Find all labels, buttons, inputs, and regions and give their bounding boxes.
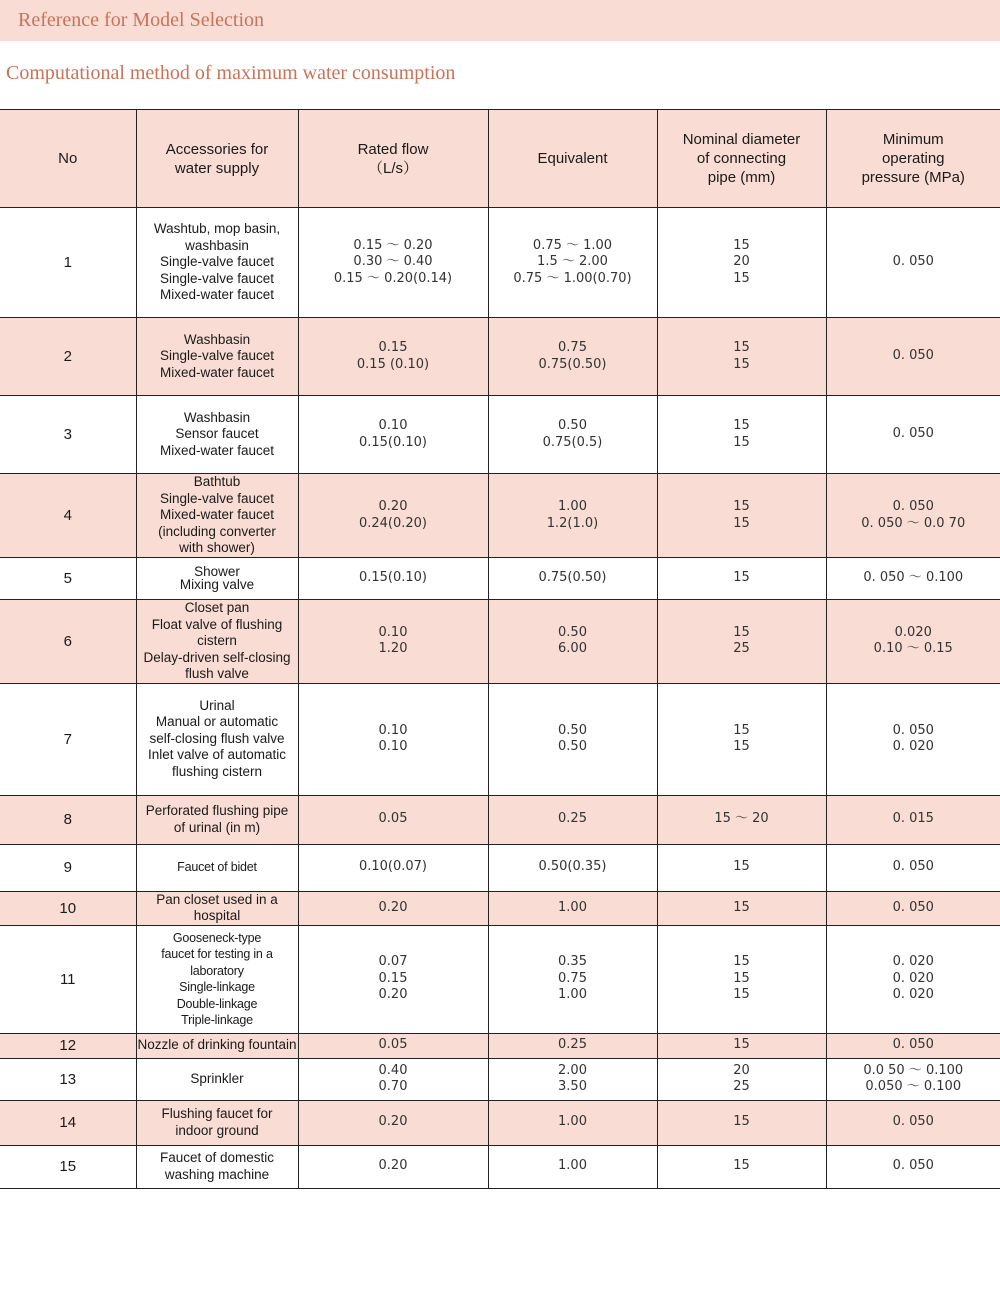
row-number: 8 bbox=[0, 795, 136, 844]
equivalent-line: 1.00 bbox=[558, 899, 587, 915]
accessory-line: Bathtub bbox=[193, 474, 241, 490]
accessory-cell bbox=[136, 1100, 298, 1145]
diameter-line: 15 bbox=[733, 722, 750, 738]
header-accessories bbox=[136, 110, 298, 208]
row-number: 7 bbox=[0, 683, 136, 795]
equivalent-cell bbox=[488, 683, 657, 795]
flow-line: 0.20 bbox=[378, 1114, 408, 1130]
diameter-cell bbox=[657, 208, 826, 318]
diameter-line: 15 bbox=[733, 237, 750, 253]
accessory-cell bbox=[136, 1058, 298, 1100]
flow-line: 0.30 ～ 0.40 bbox=[353, 254, 433, 270]
flow-line: 0.20 bbox=[378, 987, 408, 1003]
accessory-line: Triple-linkage bbox=[181, 1013, 253, 1027]
rated-flow-cell bbox=[298, 1058, 488, 1100]
diameter-line: 15 ～ 20 bbox=[714, 811, 769, 827]
pressure-line: 0. 020 bbox=[892, 739, 934, 754]
accessory-cell bbox=[136, 683, 298, 795]
flow-line: 1.20 bbox=[378, 641, 408, 657]
diameter-line: 15 bbox=[733, 418, 750, 433]
section-title: Computational method of maximum water consumption bbox=[6, 62, 456, 84]
equivalent-line: 0.50 bbox=[558, 624, 587, 640]
diameter-line: 15 bbox=[733, 434, 750, 450]
equivalent-cell bbox=[488, 1058, 657, 1100]
equivalent-cell bbox=[488, 600, 657, 684]
pressure-line: 0. 020 bbox=[892, 970, 934, 986]
accessory-cell bbox=[136, 208, 298, 318]
diameter-line: 15 bbox=[733, 859, 750, 875]
diameter-cell bbox=[657, 318, 826, 396]
pressure-cell bbox=[826, 318, 1000, 396]
equivalent-line: 0.35 bbox=[558, 954, 587, 970]
accessory-line: Perforated flushing pipe bbox=[145, 803, 289, 818]
rated-flow-cell bbox=[298, 1033, 488, 1058]
diameter-cell bbox=[657, 1100, 826, 1145]
equivalent-cell bbox=[488, 844, 657, 891]
diameter-cell bbox=[657, 1058, 826, 1100]
flow-line: 0.24(0.20) bbox=[358, 515, 428, 531]
header-line: pipe (mm) bbox=[707, 169, 776, 186]
diameter-line: 25 bbox=[733, 641, 750, 657]
header-no bbox=[0, 110, 136, 208]
flow-line: 0.15 (0.10) bbox=[356, 356, 430, 372]
header-line: Minimum bbox=[882, 131, 944, 148]
pressure-line: 0.10 ～ 0.15 bbox=[873, 641, 953, 657]
diameter-line: 20 bbox=[733, 254, 750, 270]
accessory-line: (including converter bbox=[158, 523, 276, 539]
header-line: No bbox=[58, 150, 78, 167]
pressure-line: 0. 050 bbox=[892, 722, 934, 738]
accessory-line: Washtub, mop basin, bbox=[153, 221, 281, 237]
table-row bbox=[0, 318, 1000, 396]
header-line: （L/s） bbox=[367, 159, 418, 177]
accessory-cell bbox=[136, 1145, 298, 1188]
equivalent-cell bbox=[488, 795, 657, 844]
rated-flow-cell bbox=[298, 600, 488, 684]
pressure-line: 0. 050 ～ 0.100 bbox=[863, 570, 964, 586]
equivalent-line: 0.75(0.50) bbox=[538, 570, 607, 586]
diameter-line: 15 bbox=[733, 624, 750, 640]
header-line: Nominal diameter bbox=[682, 131, 801, 148]
flow-line: 0.15 bbox=[378, 340, 408, 355]
diameter-cell bbox=[657, 558, 826, 600]
pressure-line: 0. 050 bbox=[892, 499, 934, 514]
accessory-cell bbox=[136, 396, 298, 474]
rated-flow-cell bbox=[298, 558, 488, 600]
equivalent-cell bbox=[488, 318, 657, 396]
header-line: water supply bbox=[174, 159, 260, 177]
equivalent-cell bbox=[488, 558, 657, 600]
accessory-line: Manual or automatic bbox=[155, 714, 279, 730]
pressure-line: 0. 050 bbox=[892, 426, 934, 442]
accessory-line: Double-linkage bbox=[176, 996, 258, 1011]
header-line: pressure (MPa) bbox=[861, 169, 965, 186]
row-number: 1 bbox=[0, 208, 136, 318]
accessory-line: Single-valve faucet bbox=[159, 270, 275, 286]
pressure-line: 0. 050 bbox=[892, 348, 934, 364]
accessory-cell bbox=[136, 925, 298, 1033]
table-row bbox=[0, 1058, 1000, 1100]
accessory-line: Faucet of bidet bbox=[177, 860, 257, 875]
accessory-line: Mixed-water faucet bbox=[159, 287, 275, 303]
accessory-cell bbox=[136, 318, 298, 396]
equivalent-cell bbox=[488, 1033, 657, 1058]
accessory-line: Single-valve faucet bbox=[159, 348, 275, 364]
flow-line: 0.20 bbox=[378, 1158, 408, 1174]
pressure-cell bbox=[826, 1033, 1000, 1058]
pressure-line: 0. 050 bbox=[892, 859, 934, 875]
equivalent-line: 1.2(1.0) bbox=[546, 515, 599, 531]
flow-line: 0.15 ～ 0.20(0.14) bbox=[333, 270, 453, 286]
accessory-line: Urinal bbox=[199, 697, 235, 713]
pressure-cell bbox=[826, 558, 1000, 600]
accessory-line: self-closing flush valve bbox=[149, 730, 285, 746]
flow-line: 0.10 bbox=[378, 739, 408, 754]
flow-line: 0.15(0.10) bbox=[358, 434, 428, 450]
pressure-line: 0. 050 bbox=[892, 1114, 934, 1130]
header-rated-flow bbox=[298, 110, 488, 208]
table-row bbox=[0, 795, 1000, 844]
pressure-line: 0. 050 bbox=[892, 1158, 934, 1174]
diameter-line: 20 bbox=[733, 1062, 750, 1078]
equivalent-line: 0.25 bbox=[558, 1037, 587, 1053]
accessory-line: Mixing valve bbox=[179, 576, 255, 592]
rated-flow-cell bbox=[298, 844, 488, 891]
equivalent-line: 2.00 bbox=[558, 1062, 587, 1078]
accessory-cell bbox=[136, 600, 298, 684]
table-row bbox=[0, 208, 1000, 318]
accessory-cell bbox=[136, 844, 298, 891]
rated-flow-cell bbox=[298, 474, 488, 558]
table-row bbox=[0, 891, 1000, 925]
rated-flow-cell bbox=[298, 396, 488, 474]
accessory-line: washbasin bbox=[185, 237, 249, 253]
equivalent-line: 0.25 bbox=[558, 811, 587, 827]
accessory-cell bbox=[136, 474, 298, 558]
diameter-line: 15 bbox=[733, 499, 750, 514]
pressure-cell bbox=[826, 683, 1000, 795]
diameter-line: 15 bbox=[733, 570, 750, 586]
row-number: 5 bbox=[0, 558, 136, 600]
header-pressure bbox=[826, 110, 1000, 208]
diameter-line: 15 bbox=[733, 987, 750, 1003]
accessory-line: Inlet valve of automatic bbox=[147, 747, 287, 763]
row-number: 4 bbox=[0, 474, 136, 558]
equivalent-cell bbox=[488, 208, 657, 318]
equivalent-line: 1.00 bbox=[558, 987, 587, 1003]
equivalent-line: 1.5 ～ 2.00 bbox=[537, 254, 608, 270]
equivalent-cell bbox=[488, 1145, 657, 1188]
row-number: 6 bbox=[0, 600, 136, 684]
accessory-line: Single-valve faucet bbox=[159, 254, 275, 270]
accessory-cell bbox=[136, 1033, 298, 1058]
accessory-line: faucet for testing in a bbox=[161, 947, 273, 961]
equivalent-line: 6.00 bbox=[558, 641, 587, 657]
flow-line: 0.05 bbox=[378, 811, 408, 827]
diameter-line: 15 bbox=[733, 1158, 750, 1174]
equivalent-line: 0.50(0.35) bbox=[538, 859, 607, 875]
table-row bbox=[0, 844, 1000, 891]
diameter-cell bbox=[657, 795, 826, 844]
accessory-line: laboratory bbox=[190, 963, 244, 978]
rated-flow-cell bbox=[298, 208, 488, 318]
rated-flow-cell bbox=[298, 683, 488, 795]
rated-flow-cell bbox=[298, 925, 488, 1033]
diameter-line: 15 bbox=[733, 340, 750, 355]
flow-line: 0.40 bbox=[378, 1062, 408, 1078]
diameter-cell bbox=[657, 683, 826, 795]
pressure-cell bbox=[826, 396, 1000, 474]
header-diameter bbox=[657, 110, 826, 208]
accessory-line: Single-linkage bbox=[179, 980, 255, 994]
accessory-line: flushing cistern bbox=[171, 763, 263, 779]
diameter-line: 15 bbox=[733, 270, 750, 286]
row-number: 11 bbox=[0, 925, 136, 1033]
accessory-line: Mixed-water faucet bbox=[159, 507, 275, 523]
accessory-line: with shower) bbox=[179, 540, 255, 556]
rated-flow-cell bbox=[298, 1145, 488, 1188]
accessory-line: Single-valve faucet bbox=[159, 490, 275, 506]
accessory-line: Sprinkler bbox=[190, 1070, 244, 1086]
accessory-line: Mixed-water faucet bbox=[159, 442, 275, 458]
equivalent-cell bbox=[488, 925, 657, 1033]
table-row bbox=[0, 1033, 1000, 1058]
table-row bbox=[0, 474, 1000, 558]
row-number: 9 bbox=[0, 844, 136, 891]
row-number: 3 bbox=[0, 396, 136, 474]
pressure-line: 0. 050 bbox=[892, 254, 934, 270]
row-number: 12 bbox=[0, 1033, 136, 1058]
row-number: 10 bbox=[0, 891, 136, 925]
pressure-cell bbox=[826, 208, 1000, 318]
equivalent-line: 0.50 bbox=[558, 418, 587, 433]
table-row bbox=[0, 1100, 1000, 1145]
rated-flow-cell bbox=[298, 1100, 488, 1145]
equivalent-line: 0.50 bbox=[558, 739, 587, 754]
header-banner bbox=[0, 0, 1000, 41]
pressure-line: 0. 015 bbox=[892, 811, 934, 827]
diameter-line: 15 bbox=[733, 739, 750, 754]
equivalent-line: 1.00 bbox=[558, 1158, 587, 1174]
diameter-cell bbox=[657, 1145, 826, 1188]
table-header-row bbox=[0, 110, 1000, 208]
accessory-line: washing machine bbox=[164, 1166, 270, 1182]
pressure-cell bbox=[826, 925, 1000, 1033]
accessory-line: indoor ground bbox=[175, 1122, 259, 1138]
accessory-line: Sensor faucet bbox=[175, 426, 259, 442]
table-row bbox=[0, 396, 1000, 474]
accessory-cell bbox=[136, 891, 298, 925]
accessory-line: Shower bbox=[194, 564, 240, 579]
flow-line: 0.05 bbox=[378, 1037, 408, 1053]
flow-line: 0.20 bbox=[378, 499, 408, 514]
equivalent-line: 0.75 ～ 1.00(0.70) bbox=[513, 270, 632, 286]
equivalent-cell bbox=[488, 396, 657, 474]
flow-line: 0.20 bbox=[378, 899, 408, 915]
equivalent-line: 1.00 bbox=[558, 499, 587, 514]
flow-line: 0.15 bbox=[378, 970, 408, 986]
diameter-cell bbox=[657, 474, 826, 558]
equivalent-line: 0.50 bbox=[558, 722, 587, 738]
pressure-line: 0. 050 bbox=[892, 899, 934, 915]
row-number: 2 bbox=[0, 318, 136, 396]
accessory-line: Washbasin bbox=[183, 409, 251, 425]
flow-line: 0.15 ～ 0.20 bbox=[353, 237, 433, 253]
accessory-line: of urinal (in m) bbox=[173, 819, 261, 835]
accessory-line: Nozzle of drinking fountain bbox=[137, 1037, 297, 1053]
flow-line: 0.10 bbox=[378, 418, 408, 433]
diameter-line: 15 bbox=[733, 356, 750, 372]
header-line: Rated flow bbox=[357, 140, 429, 158]
equivalent-cell bbox=[488, 474, 657, 558]
accessory-line: Flushing faucet for bbox=[161, 1106, 273, 1121]
flow-line: 0.07 bbox=[378, 954, 408, 970]
table-row bbox=[0, 683, 1000, 795]
accessory-line: Washbasin bbox=[183, 331, 251, 347]
accessory-line: Delay-driven self-closing bbox=[143, 649, 291, 665]
header-line: Accessories for bbox=[165, 140, 269, 158]
accessory-cell bbox=[136, 795, 298, 844]
pressure-line: 0. 020 bbox=[892, 987, 934, 1003]
diameter-cell bbox=[657, 1033, 826, 1058]
table-row bbox=[0, 558, 1000, 600]
rated-flow-cell bbox=[298, 891, 488, 925]
header-line: operating bbox=[881, 150, 945, 167]
page-title: Reference for Model Selection bbox=[18, 9, 265, 31]
pressure-line: 0.0 50 ～ 0.100 bbox=[863, 1062, 964, 1078]
accessory-line: Faucet of domestic bbox=[159, 1150, 275, 1165]
pressure-line: 0. 050 ～ 0.0 70 bbox=[861, 515, 966, 531]
accessory-line: Gooseneck-type bbox=[172, 930, 262, 945]
diameter-cell bbox=[657, 925, 826, 1033]
accessory-cell bbox=[136, 558, 298, 600]
accessory-line: Float valve of flushing bbox=[151, 616, 283, 632]
accessory-line: Mixed-water faucet bbox=[159, 364, 275, 380]
flow-line: 0.10(0.07) bbox=[358, 859, 428, 875]
equivalent-cell bbox=[488, 891, 657, 925]
pressure-cell bbox=[826, 1145, 1000, 1188]
table-row bbox=[0, 600, 1000, 684]
pressure-cell bbox=[826, 844, 1000, 891]
diameter-cell bbox=[657, 396, 826, 474]
pressure-cell bbox=[826, 1058, 1000, 1100]
equivalent-cell bbox=[488, 1100, 657, 1145]
diameter-cell bbox=[657, 891, 826, 925]
pressure-line: 0.050 ～ 0.100 bbox=[865, 1079, 962, 1094]
water-consumption-table bbox=[0, 109, 1000, 1189]
equivalent-line: 0.75(0.50) bbox=[538, 356, 607, 372]
accessory-line: Closet pan bbox=[184, 600, 250, 615]
equivalent-line: 0.75(0.5) bbox=[542, 434, 603, 450]
equivalent-line: 0.75 bbox=[558, 970, 587, 986]
header-line: Equivalent bbox=[537, 150, 608, 167]
row-number: 14 bbox=[0, 1100, 136, 1145]
pressure-line: 0.020 bbox=[894, 624, 932, 640]
pressure-cell bbox=[826, 474, 1000, 558]
row-number: 13 bbox=[0, 1058, 136, 1100]
flow-line: 0.70 bbox=[378, 1079, 408, 1094]
header-line: of connecting bbox=[696, 150, 787, 167]
header-equivalent bbox=[488, 110, 657, 208]
flow-line: 0.15(0.10) bbox=[358, 570, 428, 586]
pressure-cell bbox=[826, 795, 1000, 844]
accessory-line: flush valve bbox=[185, 666, 249, 681]
rated-flow-cell bbox=[298, 795, 488, 844]
pressure-cell bbox=[826, 600, 1000, 684]
diameter-cell bbox=[657, 844, 826, 891]
diameter-line: 15 bbox=[733, 1037, 750, 1053]
equivalent-line: 0.75 ～ 1.00 bbox=[532, 237, 613, 253]
table-row bbox=[0, 1145, 1000, 1188]
diameter-line: 15 bbox=[733, 970, 750, 986]
diameter-line: 15 bbox=[733, 899, 750, 915]
row-number: 15 bbox=[0, 1145, 136, 1188]
diameter-cell bbox=[657, 600, 826, 684]
flow-line: 0.10 bbox=[378, 624, 408, 640]
diameter-line: 15 bbox=[733, 515, 750, 531]
flow-line: 0.10 bbox=[378, 722, 408, 738]
table-row bbox=[0, 925, 1000, 1033]
rated-flow-cell bbox=[298, 318, 488, 396]
equivalent-line: 1.00 bbox=[558, 1114, 587, 1130]
pressure-line: 0. 050 bbox=[892, 1037, 934, 1053]
diameter-line: 25 bbox=[733, 1079, 750, 1094]
equivalent-line: 3.50 bbox=[558, 1079, 587, 1094]
pressure-cell bbox=[826, 891, 1000, 925]
pressure-cell bbox=[826, 1100, 1000, 1145]
accessory-line: Pan closet used in a hospital bbox=[156, 891, 278, 923]
accessory-line: cistern bbox=[197, 633, 237, 648]
equivalent-line: 0.75 bbox=[558, 340, 587, 355]
diameter-line: 15 bbox=[733, 1114, 750, 1130]
pressure-line: 0. 020 bbox=[892, 954, 934, 970]
diameter-line: 15 bbox=[733, 954, 750, 970]
